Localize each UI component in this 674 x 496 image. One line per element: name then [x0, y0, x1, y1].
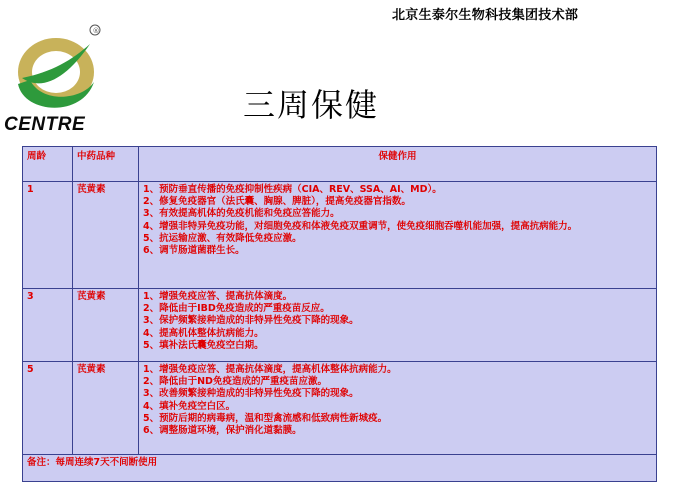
table-row	[23, 289, 657, 362]
note-text: 备注：每周连续7天不间断使用	[23, 455, 657, 482]
effect-item: 5、填补法氏囊免疫空白期。	[143, 339, 264, 351]
effect-item: 4、增强非特异免疫功能，对细胞免疫和体液免疫双重调节，使免疫细胞吞噬机能加强，提高抗病能力。	[143, 220, 578, 232]
age-cell: 5	[23, 362, 73, 455]
effects-cell	[139, 362, 657, 455]
effect-item: 1、预防垂直传播的免疫抑制性疾病（CIA、REV、SSA、AI、MD）。	[143, 184, 442, 195]
health-care-table	[22, 146, 657, 482]
effect-item: 2、降低由于ND免疫造成的严重疫苗应激。	[143, 376, 327, 388]
table-header-row	[23, 147, 657, 182]
effect-item: 2、修复免疫器官（法氏囊、胸腺、脾脏），提高免疫器官指数。	[143, 196, 411, 208]
age-cell: 1	[23, 182, 73, 289]
effect-item: 1、增强免疫应答、提高抗体滴度。	[143, 291, 293, 302]
page-title: 三周保健	[243, 86, 380, 124]
table-row	[23, 182, 657, 289]
column-header-effects: 保健作用	[139, 147, 657, 182]
effects-cell	[139, 182, 657, 289]
effect-item: 3、保护频繁接种造成的非特异性免疫下降的现象。	[143, 315, 359, 327]
effect-item: 6、调节肠道菌群生长。	[143, 245, 245, 257]
effect-item: 1、增强免疫应答、提高抗体滴度，提高机体整体抗病能力。	[143, 364, 397, 375]
effect-item: 2、降低由于IBD免疫造成的严重疫苗反应。	[143, 303, 330, 315]
effect-item: 6、调整肠道环境，保护消化道黏膜。	[143, 425, 302, 437]
note-row	[23, 455, 657, 482]
herb-cell: 芪黄素	[73, 289, 139, 362]
logo-text: CENTRE	[4, 114, 86, 135]
column-header-age: 周龄	[23, 147, 73, 182]
effects-cell	[139, 289, 657, 362]
effect-item: 3、改善频繁接种造成的非特异性免疫下降的现象。	[143, 388, 359, 400]
herb-cell: 芪黄素	[73, 362, 139, 455]
effect-item: 5、抗运输应激、有效降低免疫应激。	[143, 232, 302, 244]
effect-item: 3、有效提高机体的免疫机能和免疫应答能力。	[143, 208, 340, 220]
age-cell: 3	[23, 289, 73, 362]
column-header-herb: 中药品种	[73, 147, 139, 182]
effect-item: 5、预防后期的病毒病，温和型禽流感和低致病性新城疫。	[143, 412, 388, 424]
table-row	[23, 362, 657, 455]
registered-mark: ®	[92, 27, 100, 35]
effect-item: 4、填补免疫空白区。	[143, 400, 236, 412]
company-name: 北京生泰尔生物科技集团技术部	[392, 8, 579, 23]
herb-cell: 芪黄素	[73, 182, 139, 289]
effect-item: 4、提高机体整体抗病能力。	[143, 327, 264, 339]
